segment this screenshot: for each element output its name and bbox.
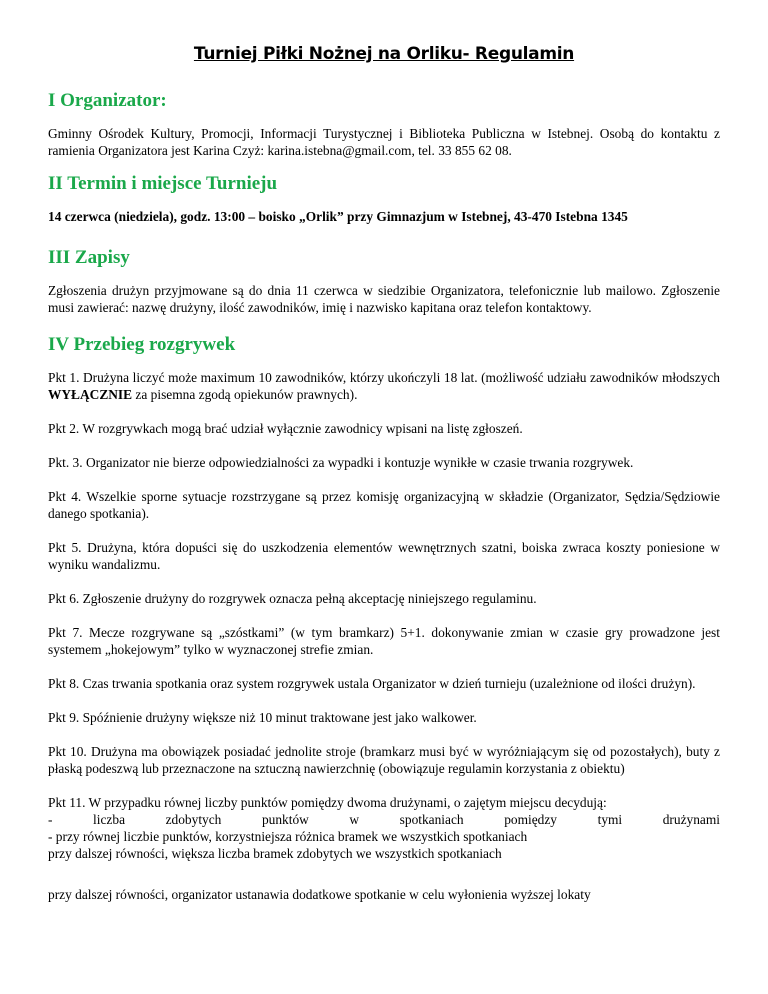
criterion-word: tymi <box>597 812 623 827</box>
rule-11-criterion-2: - przy równej liczbie punktów, korzystniejsza różnica bramek we wszystkich spotkaniach <box>48 829 528 844</box>
rule-11-intro: Pkt 11. W przypadku równej liczby punktów pomiędzy dwoma drużynami, o zajętym miejscu decydują: <box>48 795 607 810</box>
section-heading-date-place: II Termin i miejsce Turnieju <box>48 173 278 194</box>
criterion-word: zdobytych <box>165 812 222 827</box>
criterion-word: liczba <box>93 812 126 827</box>
rule-9: Pkt 9. Spóźnienie drużyny większe niż 10 minut traktowane jest jako walkower. <box>48 710 477 725</box>
criterion-word: - <box>48 812 53 827</box>
section-heading-organizer: I Organizator: <box>48 90 167 111</box>
section-body-date-place: 14 czerwca (niedziela), godz. 13:00 – boisko „Orlik” przy Gimnazjum w Istebnej, 43-470 Istebna 1345 <box>48 209 628 224</box>
section-body-organizer: Gminny Ośrodek Kultury, Promocji, Informacji Turystycznej i Biblioteka Publiczna w Istebnej. Osobą do kontaktu z ramienia Organizatora jest Karina Czyż: karina.istebna@gmail.com, tel. 33 855 62 08. <box>48 126 720 158</box>
rule-11 <box>48 794 720 862</box>
rule-1 <box>48 369 720 403</box>
rule-11-criterion-3: przy dalszej równości, większa liczba bramek zdobytych we wszystkich spotkaniach <box>48 846 502 861</box>
rule-1-emphasis: WYŁĄCZNIE <box>48 387 133 402</box>
criterion-word: drużynami <box>662 812 720 827</box>
rule-2: Pkt 2. W rozgrywkach mogą brać udział wyłącznie zawodnicy wpisani na listę zgłoszeń. <box>48 421 523 436</box>
section-heading-registration: III Zapisy <box>48 247 130 268</box>
rule-1-text: Pkt 1. Drużyna liczyć może maximum 10 zawodników, którzy ukończyli 18 lat. (możliwość udziału zawodników młodszych <box>48 370 720 385</box>
section-body-registration: Zgłoszenia drużyn przyjmowane są do dnia 11 czerwca w siedzibie Organizatora, telefonicznie lub mailowo. Zgłoszenie musi zawierać: nazwę drużyny, ilość zawodników, imię i nazwisko kapitana oraz telefon kontaktowy. <box>48 283 720 315</box>
rule-5: Pkt 5. Drużyna, która dopuści się do uszkodzenia elementów wewnętrznych szatni, boiska zwraca koszty poniesione w wyniku wandalizmu. <box>48 540 720 572</box>
rule-7: Pkt 7. Mecze rozgrywane są „szóstkami” (w tym bramkarz) 5+1. dokonywanie zmian w czasie gry prowadzone jest systemem „hokejowym” tylko w wyznaczonej strefie zmian. <box>48 625 720 657</box>
rule-11-final: przy dalszej równości, organizator ustanawia dodatkowe spotkanie w celu wyłonienia wyższej lokaty <box>48 887 591 902</box>
criterion-word: w <box>349 812 360 827</box>
rule-11-criterion-1 <box>48 811 720 828</box>
document-title: Turniej Piłki Nożnej na Orliku- Regulamin <box>193 44 575 64</box>
rule-8: Pkt 8. Czas trwania spotkania oraz system rozgrywek ustala Organizator w dzień turnieju (uzależnione od ilości drużyn). <box>48 676 696 691</box>
criterion-word: pomiędzy <box>504 812 558 827</box>
rule-6: Pkt 6. Zgłoszenie drużyny do rozgrywek oznacza pełną akceptację niniejszego regulaminu. <box>48 591 537 606</box>
rule-4: Pkt 4. Wszelkie sporne sytuacje rozstrzygane są przez komisję organizacyjną w składzie (Organizator, Sędzia/Sędziowie danego spotkania). <box>48 489 720 521</box>
criterion-word: punktów <box>261 812 309 827</box>
document-page <box>48 0 720 903</box>
rule-1-text-end: za pisemna zgodą opiekunów prawnych). <box>132 387 358 402</box>
rule-3: Pkt. 3. Organizator nie bierze odpowiedzialności za wypadki i kontuzje wynikłe w czasie trwania rozgrywek. <box>48 455 634 470</box>
section-heading-rules: IV Przebieg rozgrywek <box>48 334 236 355</box>
criterion-word: spotkaniach <box>399 812 464 827</box>
rule-10: Pkt 10. Drużyna ma obowiązek posiadać jednolite stroje (bramkarz musi być w wyróżniającym się od pozostałych), buty z płaską podeszwą lub przeznaczone na sztuczną nawierzchnię (obowiązuje regulamin korzystania z obiektu) <box>48 744 720 776</box>
